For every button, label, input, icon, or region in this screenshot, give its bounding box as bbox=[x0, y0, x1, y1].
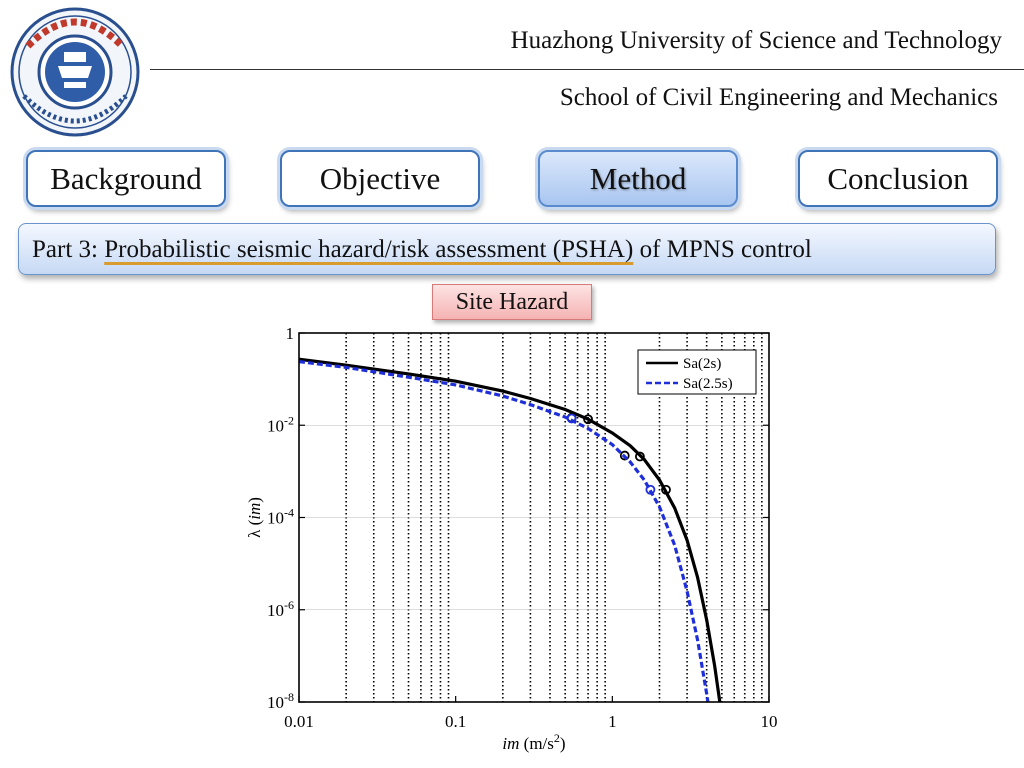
tab-background[interactable] bbox=[26, 150, 226, 207]
site-hazard-label[interactable]: Site Hazard bbox=[432, 284, 592, 320]
y-tick-label: $10^{-4}$ bbox=[267, 505, 294, 528]
part-heading bbox=[18, 223, 996, 275]
tab-method[interactable] bbox=[538, 150, 738, 207]
tab-conclusion-label: Conclusion bbox=[827, 160, 969, 196]
legend-label-1: Sa(2s) bbox=[683, 356, 722, 372]
tab-objective[interactable] bbox=[280, 150, 480, 207]
part-suffix: of MPNS control bbox=[633, 236, 812, 263]
chart-legend bbox=[638, 350, 756, 394]
university-name: Huazhong University of Science and Technology bbox=[510, 27, 1002, 54]
tab-background-label: Background bbox=[50, 160, 202, 196]
x-tick-label: 0.01 bbox=[284, 712, 314, 731]
tab-objective-label: Objective bbox=[319, 160, 441, 196]
series-line-1 bbox=[299, 359, 726, 748]
part-highlight: Probabilistic seismic hazard/risk assessment (PSHA) bbox=[104, 236, 634, 263]
tab-method-label: Method bbox=[589, 160, 687, 196]
hazard-curve-chart bbox=[228, 322, 788, 762]
y-tick-label: $10^{-6}$ bbox=[267, 597, 294, 620]
part-prefix: Part 3: bbox=[32, 236, 98, 263]
x-tick-label: 0.1 bbox=[445, 712, 467, 731]
header-divider bbox=[150, 69, 1024, 70]
university-logo bbox=[6, 6, 144, 138]
y-axis-label: λ (im) bbox=[245, 497, 264, 538]
tab-conclusion[interactable] bbox=[798, 150, 998, 207]
x-tick-label: 10 bbox=[760, 712, 778, 731]
y-tick-label: 1 bbox=[285, 324, 294, 343]
x-tick-label: 1 bbox=[608, 712, 617, 731]
legend-label-2: Sa(2.5s) bbox=[683, 376, 733, 392]
y-tick-label: $10^{-8}$ bbox=[267, 690, 294, 712]
y-tick-label: $10^{-2}$ bbox=[267, 413, 294, 436]
school-name: School of Civil Engineering and Mechanics bbox=[559, 84, 998, 111]
x-axis-label: im $(m/s^2)$ bbox=[502, 731, 566, 753]
series-line-2 bbox=[299, 362, 712, 726]
